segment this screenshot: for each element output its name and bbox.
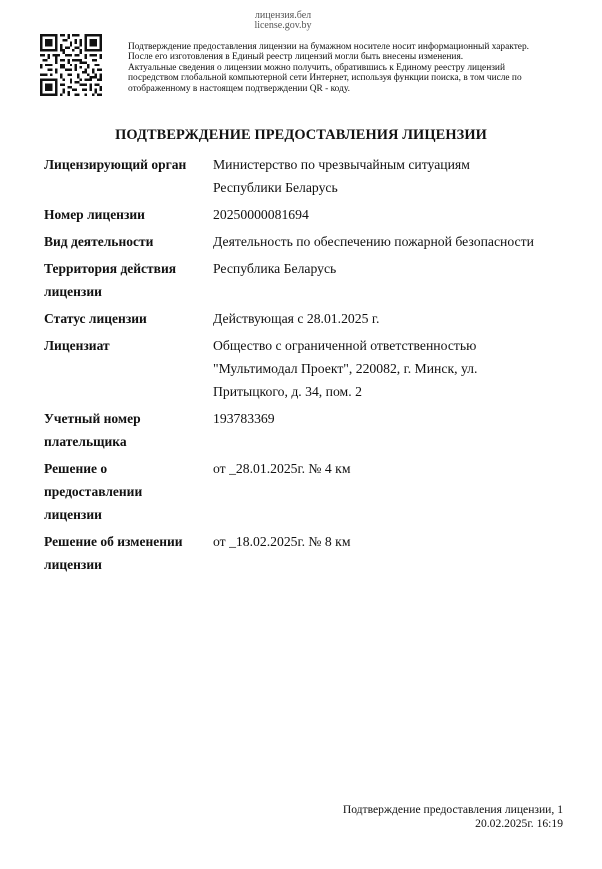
- value-line: Общество с ограниченной ответственностью: [213, 338, 477, 353]
- field-label: Статус лицензии: [44, 311, 147, 326]
- field-label: [44, 457, 213, 526]
- disclaimer-notice: [128, 42, 588, 94]
- field-value: [213, 407, 275, 453]
- notice-line: отображенному в настоящем подтверждении QR - коду.: [128, 83, 350, 94]
- label-line: лицензии: [44, 507, 102, 522]
- footer-page-label: Подтверждение предоставления лицензии, 1: [342, 803, 563, 816]
- value-line: "Мультимодал Проект", 220082, г. Минск, ул.: [213, 361, 478, 376]
- value-line: 20250000081694: [213, 207, 309, 222]
- value-line: Действующая с 28.01.2025 г.: [213, 311, 380, 326]
- field-territory: [44, 257, 584, 303]
- value-line: от _18.02.2025г. № 8 км: [213, 534, 351, 549]
- document-title: ПОДТВЕРЖДЕНИЕ ПРЕДОСТАВЛЕНИЯ ЛИЦЕНЗИИ: [115, 127, 487, 143]
- label-line: Учетный номер: [44, 411, 141, 426]
- field-value: [213, 457, 350, 526]
- value-line: Республики Беларусь: [213, 180, 338, 195]
- field-value: [213, 334, 477, 403]
- footer-timestamp: 20.02.2025г. 16:19: [475, 816, 563, 830]
- field-label: Лицензиат: [44, 338, 110, 353]
- label-line: лицензии: [44, 557, 102, 572]
- site-header: [0, 11, 566, 31]
- field-activity-type: [44, 230, 584, 253]
- field-taxpayer-number: [44, 407, 584, 453]
- field-license-number: [44, 203, 584, 226]
- field-licensing-authority: [44, 153, 584, 199]
- value-line: 193783369: [213, 411, 275, 426]
- notice-line: Актуальные сведения о лицензии можно получить, обратившись к Единому реестру лицензий: [128, 62, 505, 73]
- field-label: Вид деятельности: [44, 234, 154, 249]
- site-name-latin: license.gov.by: [254, 20, 312, 31]
- field-value: [213, 203, 309, 226]
- label-line: Территория действия: [44, 261, 177, 276]
- site-name-cyrillic: лицензия.бел: [254, 10, 312, 21]
- field-label: [44, 257, 213, 303]
- field-label: Лицензирующий орган: [44, 157, 187, 172]
- qr-code-icon: [40, 34, 102, 96]
- label-line: лицензии: [44, 284, 102, 299]
- field-licensee: [44, 334, 584, 403]
- field-label: [44, 530, 213, 576]
- license-fields: [44, 153, 584, 580]
- page-footer: [343, 803, 563, 830]
- label-line: предоставлении: [44, 484, 143, 499]
- label-line: плательщика: [44, 434, 127, 449]
- value-line: Республика Беларусь: [213, 261, 337, 276]
- field-value: [213, 307, 379, 330]
- label-line: Решение о: [44, 461, 108, 476]
- field-value: [213, 153, 470, 199]
- notice-line: Подтверждение предоставления лицензии на бумажном носителе носит информационный характер.: [128, 42, 529, 52]
- label-line: Решение об изменении: [44, 534, 183, 549]
- value-line: от _28.01.2025г. № 4 км: [213, 461, 351, 476]
- field-license-status: [44, 307, 584, 330]
- field-label: [44, 407, 213, 453]
- value-line: Деятельность по обеспечению пожарной безопасности: [213, 234, 534, 249]
- field-grant-decision: [44, 457, 584, 526]
- field-value: [213, 230, 534, 253]
- value-line: Министерство по чрезвычайным ситуациям: [213, 157, 470, 172]
- notice-line: посредством глобальной компьютерной сети Интернет, используя функции поиска, в том числе по: [128, 73, 522, 84]
- field-value: [213, 257, 336, 303]
- field-value: [213, 530, 350, 576]
- field-amendment-decision: [44, 530, 584, 576]
- notice-line: После его изготовления в Единый реестр лицензий могли быть внесены изменения.: [128, 52, 464, 63]
- field-label: Номер лицензии: [44, 207, 145, 222]
- value-line: Притыцкого, д. 34, пом. 2: [213, 384, 362, 399]
